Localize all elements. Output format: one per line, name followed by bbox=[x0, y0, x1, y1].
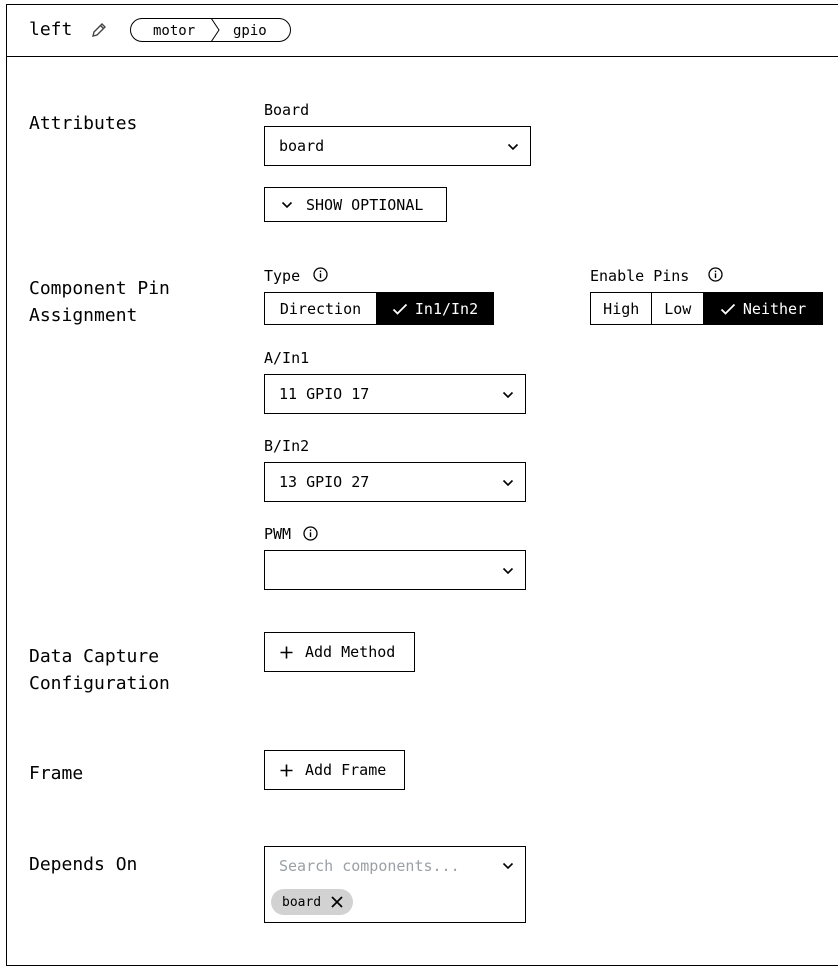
enable-pins-label: Enable Pins bbox=[590, 267, 690, 285]
type-label: Type bbox=[264, 267, 301, 285]
check-icon bbox=[720, 303, 736, 315]
a-in1-select-value: 11 GPIO 17 bbox=[279, 385, 370, 403]
b-in2-select-value: 13 GPIO 27 bbox=[279, 473, 370, 491]
chevron-down-icon bbox=[502, 391, 514, 399]
board-select-value: board bbox=[279, 137, 325, 155]
section-frame: Frame bbox=[29, 763, 84, 784]
chevron-down-icon bbox=[281, 201, 293, 209]
add-frame-button[interactable] bbox=[264, 750, 405, 790]
section-pin-assignment-line1: Component Pin bbox=[29, 278, 170, 299]
board-select[interactable] bbox=[264, 126, 531, 166]
chevron-down-icon bbox=[502, 862, 514, 870]
chevron-down-icon bbox=[502, 567, 514, 575]
section-depends-on: Depends On bbox=[29, 854, 138, 875]
resource-name: left bbox=[29, 19, 73, 40]
type-option-in1-in2[interactable] bbox=[376, 293, 493, 324]
enable-option-high[interactable] bbox=[591, 293, 651, 324]
section-pin-assignment-line2: Assignment bbox=[29, 305, 138, 326]
plus-icon bbox=[280, 646, 293, 659]
b-in2-select[interactable] bbox=[264, 462, 526, 502]
add-frame-label: Add Frame bbox=[305, 761, 387, 779]
info-icon[interactable] bbox=[313, 267, 328, 282]
chevron-down-icon bbox=[507, 143, 519, 151]
depends-on-multiselect[interactable] bbox=[264, 846, 526, 923]
show-optional-button[interactable] bbox=[264, 187, 447, 222]
b-in2-label: B/In2 bbox=[264, 437, 310, 455]
enable-option-low-label: Low bbox=[664, 299, 692, 318]
info-icon[interactable] bbox=[303, 526, 318, 541]
close-icon[interactable] bbox=[331, 896, 343, 908]
section-data-capture bbox=[29, 643, 170, 697]
check-icon bbox=[392, 303, 408, 315]
a-in1-select[interactable] bbox=[264, 374, 526, 414]
section-data-capture-line2: Configuration bbox=[29, 673, 170, 694]
info-icon[interactable] bbox=[708, 267, 723, 282]
section-data-capture-line1: Data Capture bbox=[29, 646, 160, 667]
enable-option-neither[interactable] bbox=[703, 293, 822, 324]
dependency-chip bbox=[271, 889, 353, 915]
enable-option-high-label: High bbox=[603, 299, 640, 318]
breadcrumb-api: motor bbox=[153, 23, 196, 39]
show-optional-label: SHOW OPTIONAL bbox=[306, 196, 424, 214]
pwm-select[interactable] bbox=[264, 550, 526, 590]
plus-icon bbox=[280, 764, 293, 777]
type-option-in1-in2-label: In1/In2 bbox=[414, 299, 479, 318]
enable-pins-toggle-group bbox=[590, 292, 823, 325]
pwm-label: PWM bbox=[264, 525, 292, 543]
type-option-direction-label: Direction bbox=[279, 299, 362, 318]
type-toggle-group bbox=[264, 292, 494, 325]
depends-on-search-placeholder[interactable]: Search components... bbox=[279, 857, 460, 875]
resource-card bbox=[6, 4, 838, 966]
add-method-label: Add Method bbox=[305, 643, 396, 661]
add-method-button[interactable] bbox=[264, 632, 415, 672]
breadcrumb-model: gpio bbox=[233, 23, 267, 39]
section-attributes: Attributes bbox=[29, 113, 138, 134]
dependency-chip-label: board bbox=[282, 894, 322, 910]
card-header bbox=[7, 5, 838, 57]
type-option-direction[interactable] bbox=[265, 293, 376, 324]
a-in1-label: A/In1 bbox=[264, 349, 310, 367]
chevron-down-icon bbox=[502, 479, 514, 487]
board-label: Board bbox=[264, 101, 310, 119]
enable-option-neither-label: Neither bbox=[742, 299, 807, 318]
model-breadcrumb bbox=[130, 18, 291, 42]
enable-option-low[interactable] bbox=[651, 293, 703, 324]
section-pin-assignment bbox=[29, 275, 170, 329]
breadcrumb-separator-icon bbox=[209, 18, 221, 42]
pencil-icon[interactable] bbox=[90, 21, 108, 39]
